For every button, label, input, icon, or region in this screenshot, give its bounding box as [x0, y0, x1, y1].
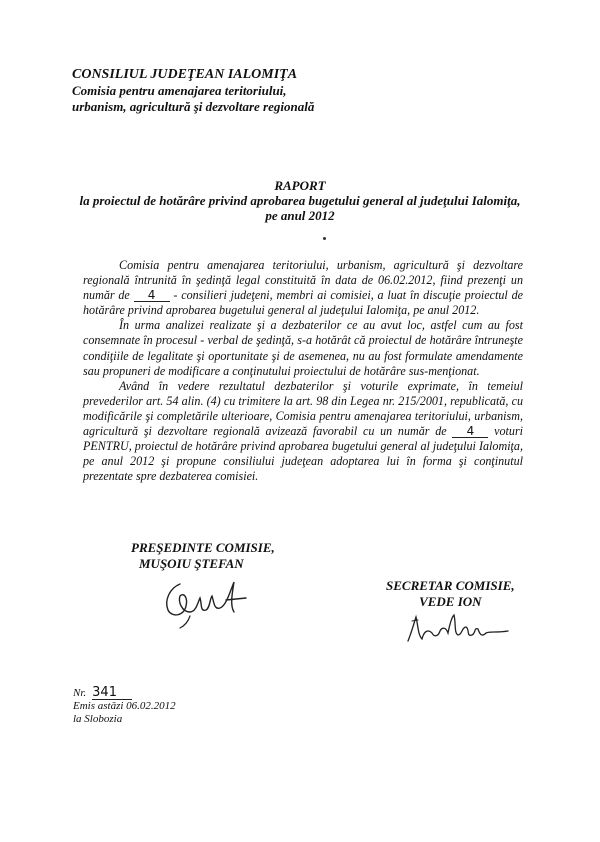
- document-title: [0, 178, 600, 223]
- title-raport: RAPORT: [274, 178, 326, 193]
- president-title: PREŞEDINTE COMISIE,: [131, 540, 275, 555]
- institution-name: CONSILIUL JUDEŢEAN IALOMIŢA: [72, 67, 298, 82]
- report-body: [83, 258, 523, 484]
- paragraph-2: În urma analizei realizate şi a dezbaterilor ce au avut loc, astfel cum au fost consemnate în procesul - verbal de şedinţă, s-a hotărât că proiectul de hotărâre întruneşte condiţiile de legalitate şi oportunitate şi de asemenea, nu au fost formulate amendamente sau propuneri de modificare a conţinutului proiectului de hotărâre sus-menţionat.: [83, 318, 523, 378]
- president-name: MUŞOIU ŞTEFAN: [139, 556, 244, 571]
- registration-footer: [73, 686, 176, 726]
- dot-mark: [323, 237, 326, 240]
- nr-label: Nr.: [73, 687, 87, 699]
- secretary-signature: [404, 611, 514, 647]
- commission-name-line2: urbanism, agricultură şi dezvoltare regională: [72, 99, 315, 114]
- paragraph-3-text-a: Având în vedere rezultatul dezbaterilor şi voturile exprimate, în temeiul prevederilor art. 54 alin. (4) cu trimitere la art. 98 din Legea nr. 215/2001, republicată, cu modificările şi completările ulterioare, Comisia pentru amenajarea teritoriului, urbanism, agricultură şi dezvoltare regională avizează favorabil cu un număr de: [83, 378, 523, 439]
- vote-count-handwritten: 4: [452, 425, 488, 438]
- issued-place: la Slobozia: [73, 713, 123, 725]
- paragraph-1-text-a: Comisia pentru amenajarea teritoriului, urbanism, agricultură şi dezvoltare regională întrunită în şedinţă legal constituită în data de 06.02.2012, fiind prezenţi un număr de: [83, 258, 523, 303]
- secretary-block: [386, 578, 515, 610]
- secretary-title: SECRETAR COMISIE,: [386, 578, 515, 593]
- paragraph-1: [83, 258, 523, 318]
- title-subject: la proiectul de hotărâre privind aprobarea bugetului general al judeţului Ialomiţa,: [79, 193, 521, 208]
- issued-date: Emis astăzi 06.02.2012: [73, 700, 176, 712]
- document-header: [72, 67, 314, 115]
- registration-number-line: [73, 686, 176, 700]
- title-year: pe anul 2012: [265, 208, 335, 223]
- member-count-handwritten: 4: [134, 289, 170, 302]
- paragraph-1-text-b: - consilieri judeţeni, membri ai comisiei, a luat în discuţie proiectul de hotărâre privind aprobarea bugetului general al judeţului Ialomiţa, pe anul 2012.: [83, 288, 523, 318]
- president-signature: [150, 572, 260, 630]
- paragraph-3-text-b: voturi PENTRU, proiectul de hotărâre privind aprobarea bugetului general al judeţului Ialomiţa, pe anul 2012 şi propune consiliului judeţean adoptarea lui în forma şi conţinutul prezentate spre dezbaterea comisiei.: [83, 424, 524, 484]
- secretary-name: VEDE ION: [419, 594, 482, 609]
- paragraph-3: [83, 379, 523, 485]
- registration-number-handwritten: 341: [92, 686, 132, 700]
- president-block: [131, 540, 275, 572]
- commission-name-line1: Comisia pentru amenajarea teritoriului,: [72, 83, 287, 98]
